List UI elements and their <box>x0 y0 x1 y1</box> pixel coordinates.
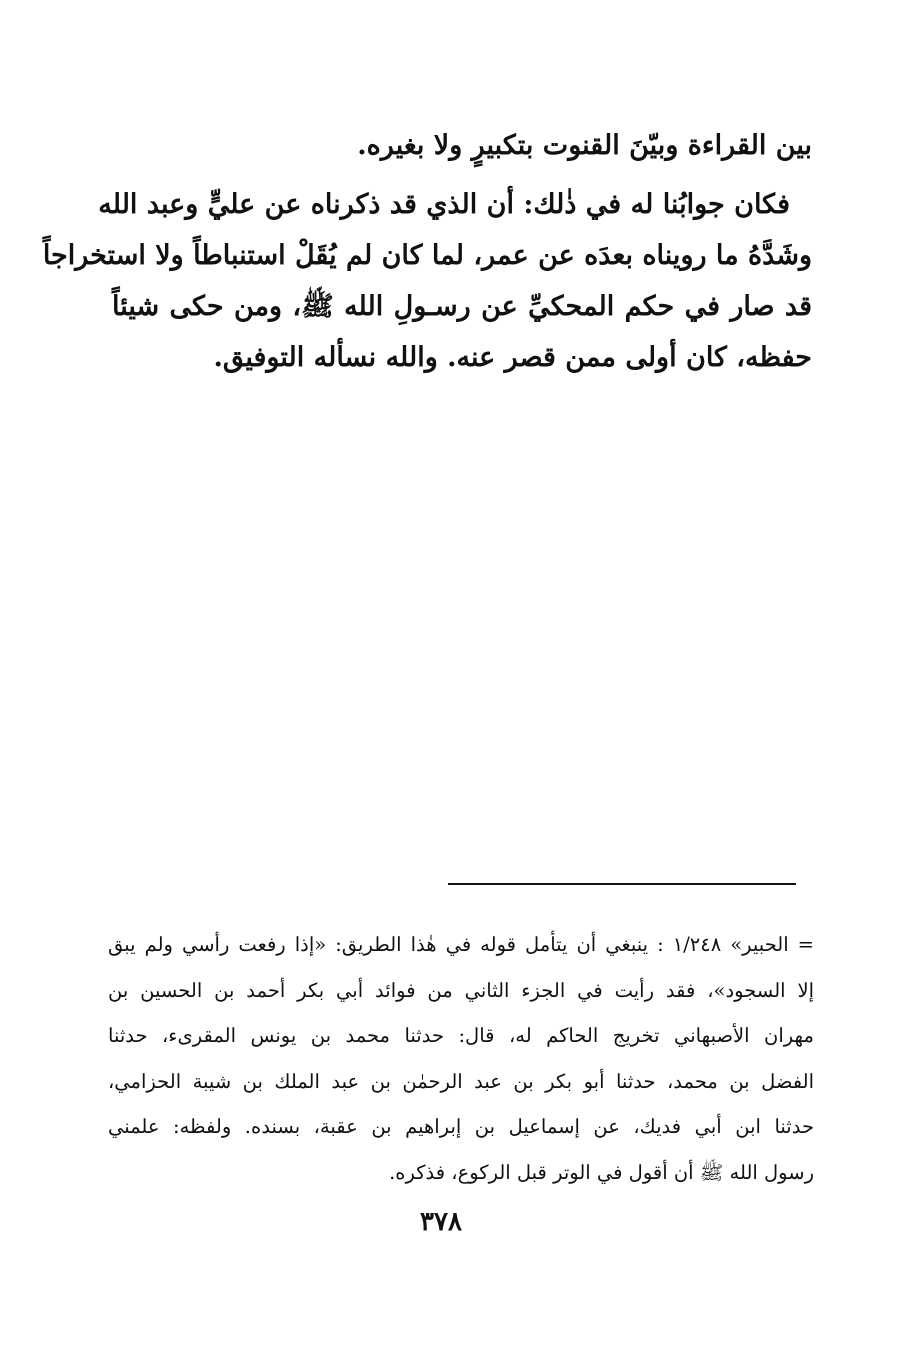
text-line: فكان جوابُنا له في ذٰلك: أن الذي قد ذكرناه عن عليٍّ وعبد الله <box>98 189 790 220</box>
footnote <box>108 922 814 1195</box>
main-body-text <box>42 120 812 383</box>
text-line: بين القراءة وبيّنَ القنوت بتكبيرٍ ولا بغيره. <box>357 130 812 161</box>
paragraph <box>42 179 812 383</box>
footnote-line: رسول الله ﷺ أن أقول في الوتر قبل الركوع، فذكره. <box>389 1160 814 1184</box>
footnote-line: حدثنا ابن أبي فديك، عن إسماعيل بن إبراهيم بن عقبة، بسنده. ولفظه: علمني <box>108 1115 814 1138</box>
text-line: قد صار في حكم المحكيِّ عن رسـولِ الله ﷺ، ومن حكى شيئاً <box>112 291 812 322</box>
text-line: وشَدَّهُ ما رويناه بعدَه عن عمر، لما كان لم يُقَلْ استنباطاً ولا استخراجاً <box>42 240 812 271</box>
paragraph <box>112 120 812 171</box>
footnote-separator <box>448 883 796 885</box>
page-number: ٣٧٨ <box>420 1207 462 1237</box>
footnote-line: الفضل بن محمد، حدثنا أبو بكر بن عبد الرحمٰن بن عبد الملك بن شيبة الحزامي، <box>108 1069 814 1093</box>
paragraph-gap <box>112 171 812 179</box>
footnote-line: = الحبير» ١/٢٤٨ : ينبغي أن يتأمل قوله في هٰذا الطريق: «إذا رفعت رأسي ولم يبق <box>108 933 814 956</box>
text-line: حفظه، كان أولى ممن قصر عنه. والله نسأله التوفيق. <box>213 342 812 373</box>
footnote-line: مهران الأصبهاني تخريج الحاكم له، قال: حدثنا محمد بن يونس المقرىء، حدثنا <box>108 1024 814 1047</box>
footnote-line: إلا السجود»، فقد رأيت في الجزء الثاني من فوائد أبي بكر أحمد بن الحسين بن <box>108 978 814 1002</box>
